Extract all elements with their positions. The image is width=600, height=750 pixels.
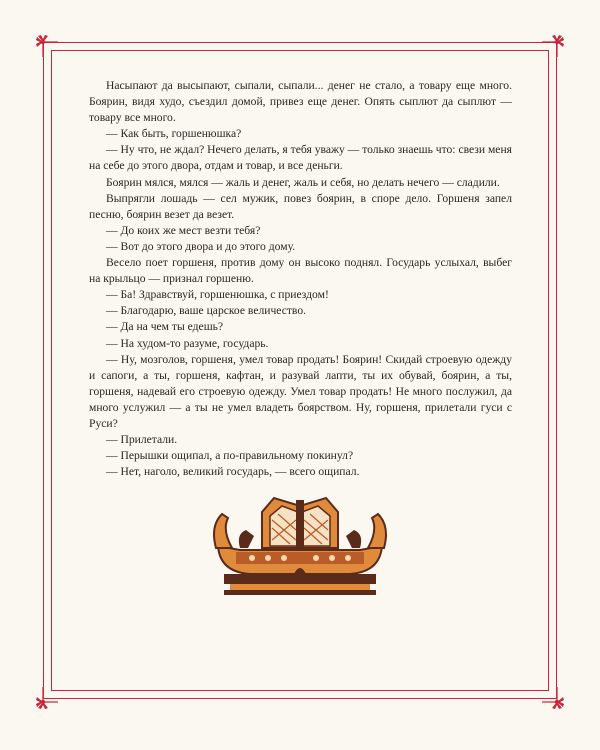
story-text — [89, 78, 512, 480]
paragraph: — Ну что, не ждал? Нечего делать, я тебя уважу — только знаешь что: свези меня на себе до этого двора, отдам и товар, и все деньги. — [89, 143, 512, 173]
paragraph: — Как быть, горшенюшка? — [106, 127, 242, 141]
corner-ornament-icon — [32, 31, 58, 57]
paragraph: — Перышки ощипал, а по-правильному покинул? — [106, 449, 354, 463]
paragraph: — Да на чем ты едешь? — [106, 320, 224, 334]
folk-boat-ornament-icon — [210, 490, 390, 600]
paragraph: Выпрягли лошадь — сел мужик, повез боярин, в споре дело. Горшеня запел песню, боярин везет да везет. — [89, 191, 512, 221]
paragraph: Насыпают да высыпают, сыпали, сыпали... денег не стало, а товару еще много. Боярин, видя худо, съездил домой, привез еще денег. Опять сыплют да сыплют — товару все много. — [89, 79, 512, 125]
paragraph: — Прилетали. — [106, 433, 178, 447]
corner-ornament-icon — [32, 687, 58, 713]
paragraph: — Благодарю, ваше царское величество. — [106, 304, 307, 318]
paragraph: — Вот до этого двора и до этого дому. — [106, 239, 296, 253]
paragraph: — Ба! Здравствуй, горшенюшка, с приездом! — [106, 288, 329, 302]
paragraph: — На худом-то разуме, государь. — [106, 336, 269, 350]
corner-ornament-icon — [542, 687, 568, 713]
paragraph: Весело поет горшеня, против дому он высоко поднял. Государь услыхал, выбег на крыльцо — признал горшеню. — [89, 256, 512, 286]
paragraph: — Нет, наголо, великий государь, — всего ощипал. — [106, 465, 360, 479]
paragraph: — Ну, мозголов, горшеня, умел товар продать! Боярин! Скидай строевую одежду и сапоги, а ты, горшеня, кафтан, и разувай лапти, ты их обувай, боярин, а ты, горшеня, надевай его строевую одежду. Умел товар продать! Не много послужил, да много услужил — а ты не умел владеть боярством. Ну, горшеня, прилетали гуси с Руси? — [89, 352, 512, 430]
paragraph: Боярин мялся, мялся — жаль и денег, жаль и себя, но делать нечего — сладили. — [106, 175, 500, 189]
paragraph: — До коих же мест везти тебя? — [106, 223, 261, 237]
corner-ornament-icon — [542, 31, 568, 57]
